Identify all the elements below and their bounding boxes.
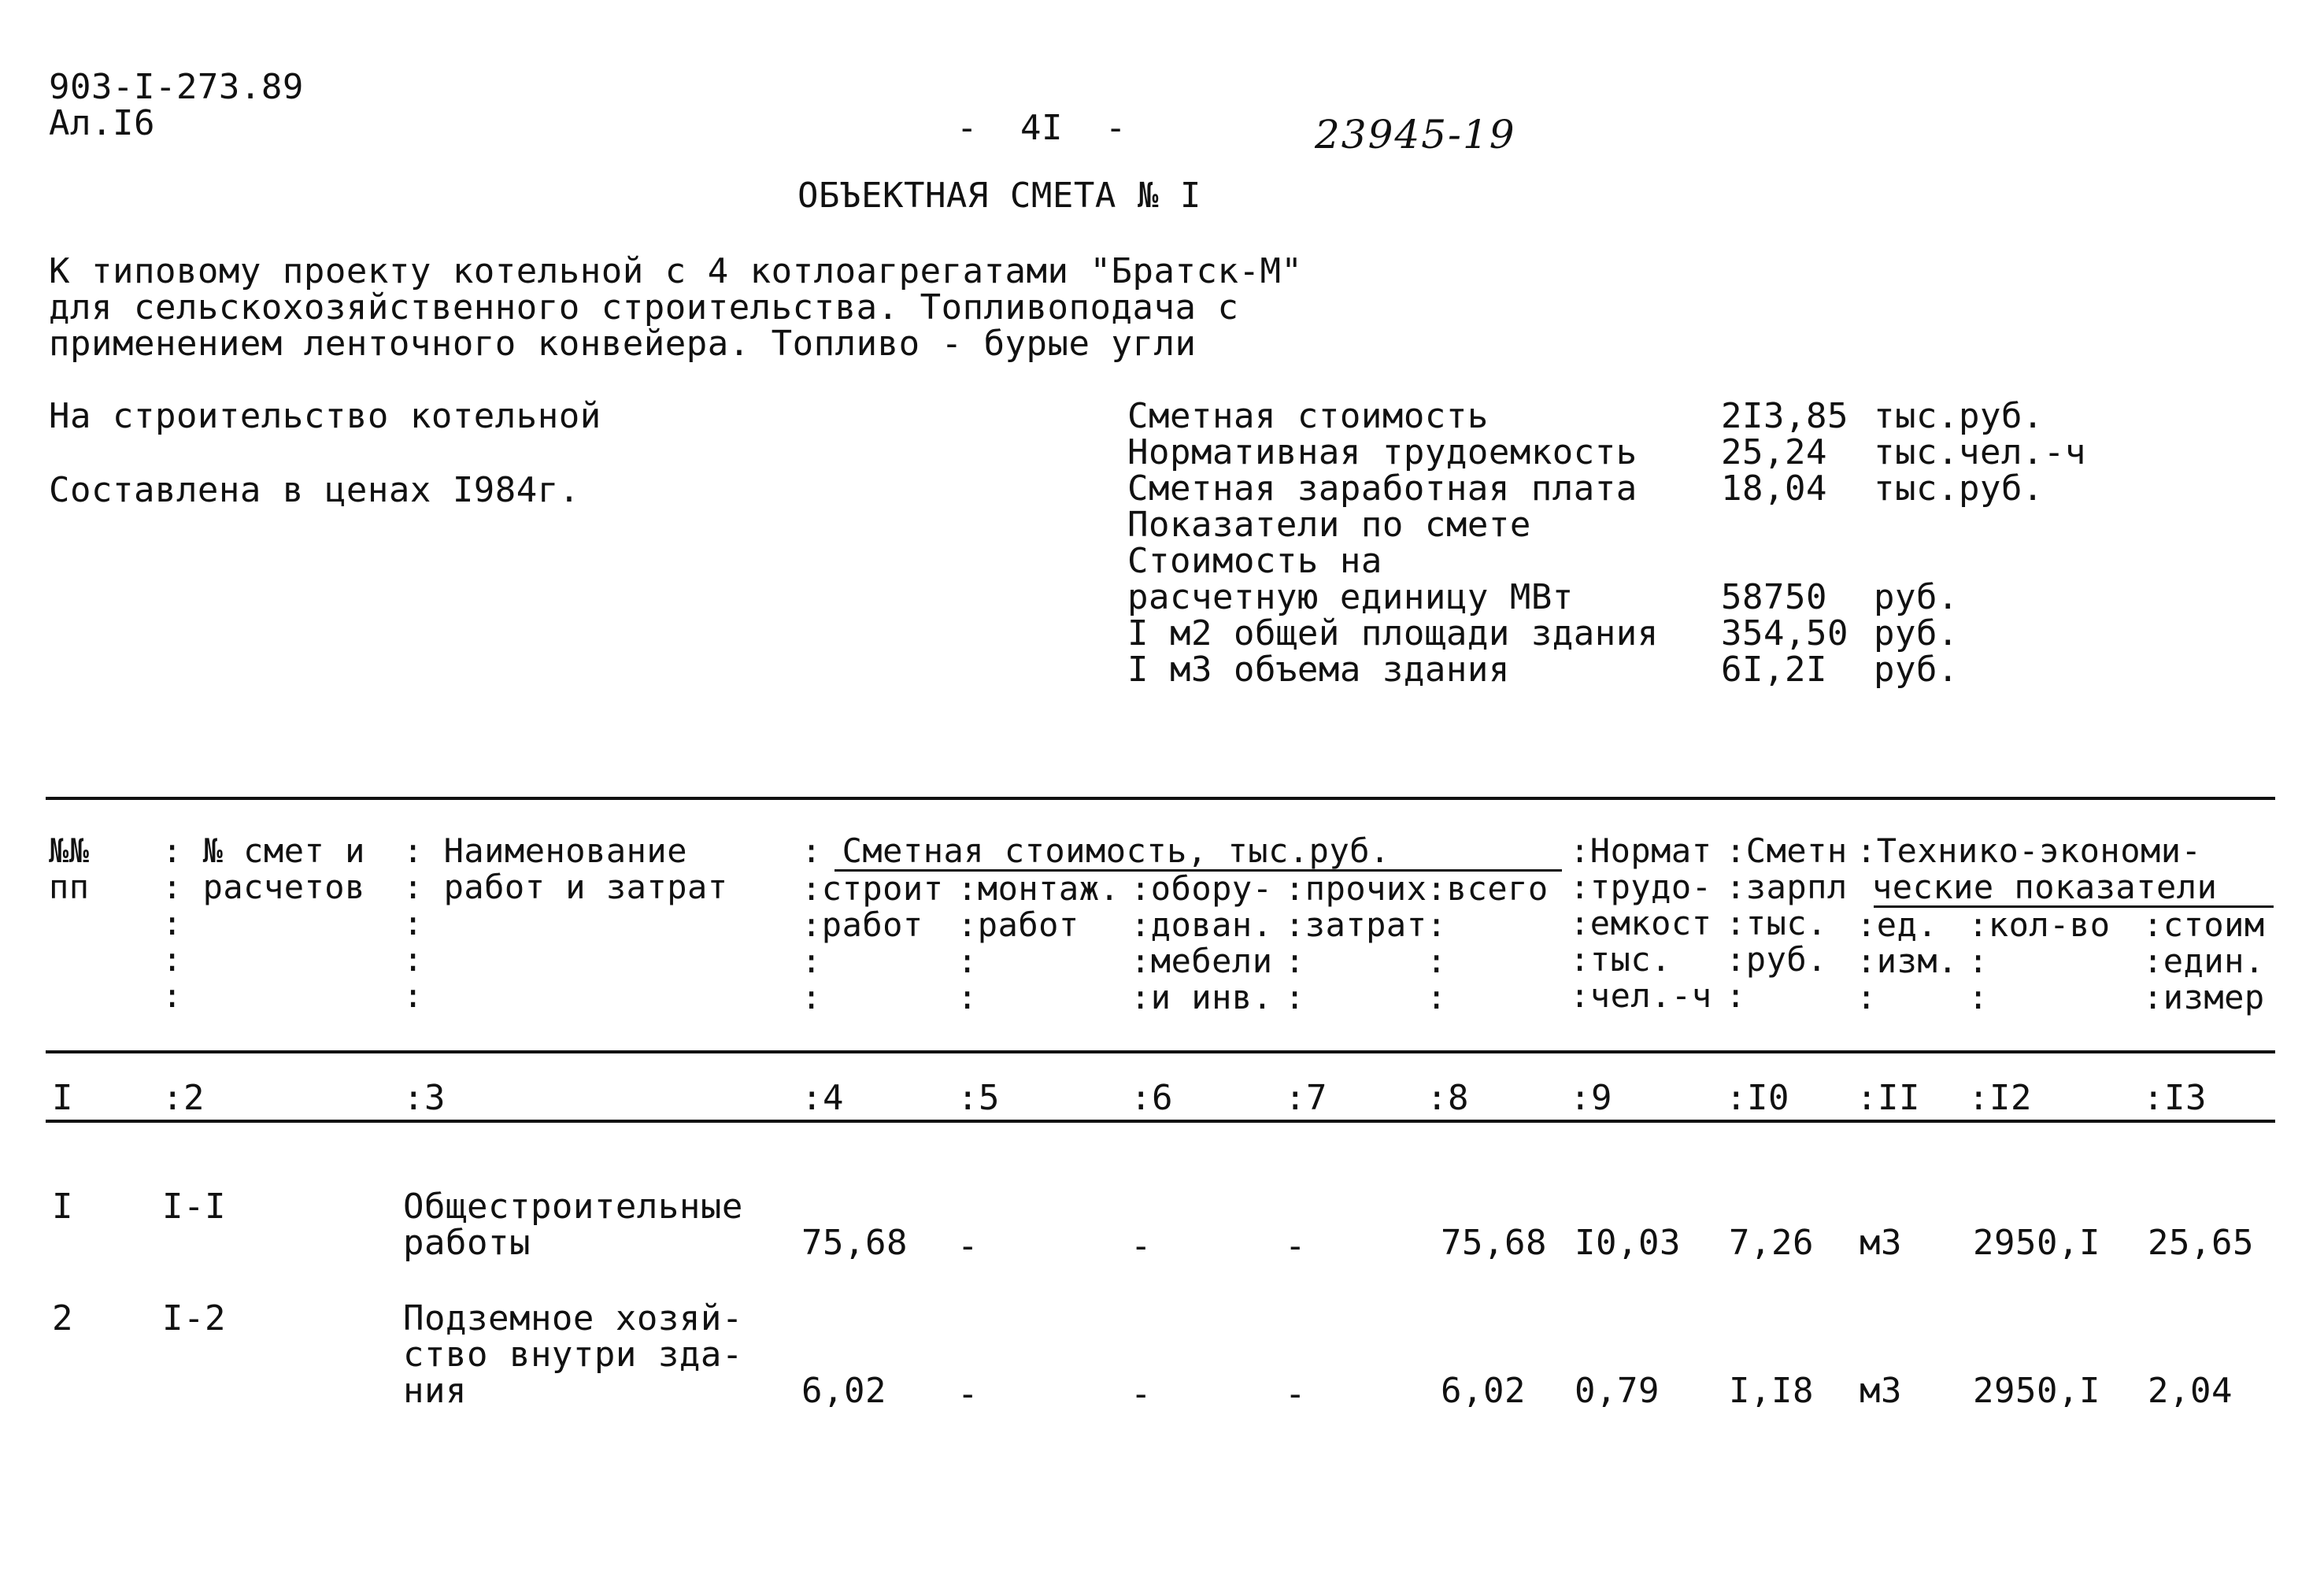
header-col5-line: :работ <box>957 905 1079 944</box>
row-number: I <box>52 1187 73 1227</box>
description-line-3: применением ленточного конвейера. Топливо - бурые угли <box>49 324 1197 364</box>
header-col12-line: : <box>1968 942 1989 980</box>
header-col8-line: : <box>1427 905 1447 944</box>
header-col7-line: : <box>1285 942 1305 980</box>
header-bottom-rule <box>46 1050 2275 1053</box>
header-col7-line: : <box>1285 978 1305 1016</box>
header-col4-line: :работ <box>801 905 923 944</box>
column-number: :II <box>1856 1078 1920 1118</box>
summary-value: 6I,2I <box>1721 650 1827 690</box>
column-number: :I0 <box>1726 1078 1789 1118</box>
column-number: :7 <box>1285 1078 1327 1118</box>
summary-unit: руб. <box>1874 577 1959 617</box>
page-number: - 4I - <box>957 108 1127 148</box>
row-labor: I0,03 <box>1575 1223 1681 1263</box>
header-col3-line: : работ и затрат <box>403 868 728 906</box>
sheet-number: Ал.I6 <box>49 103 155 143</box>
header-col9-line: :Нормат <box>1570 831 1712 870</box>
header-col12-line: :кол-во <box>1968 905 2111 944</box>
column-number: I <box>52 1078 73 1118</box>
header-col6-line: :обору- <box>1131 869 1273 908</box>
row-number: 2 <box>52 1298 73 1338</box>
header-col6-line: :мебели <box>1131 942 1273 980</box>
header-col2-line: : <box>162 940 183 979</box>
row-wage: I,I8 <box>1729 1371 1814 1411</box>
row-build-cost: 75,68 <box>801 1223 908 1263</box>
document-code: 903-I-273.89 <box>49 67 304 107</box>
header-col5-line: : <box>957 978 978 1016</box>
column-number: :2 <box>162 1078 205 1118</box>
summary-value: 25,24 <box>1721 432 1827 472</box>
construction-purpose: На строительство котельной <box>49 396 601 436</box>
page-title: ОБЪЕКТНАЯ СМЕТА № I <box>797 176 1201 216</box>
row-qty: 2950,I <box>1973 1371 2100 1411</box>
header-col6-line: :дован. <box>1131 905 1273 944</box>
row-qty: 2950,I <box>1973 1223 2100 1263</box>
column-number-rule <box>46 1120 2275 1123</box>
handwritten-number: 23945-19 <box>1315 112 1516 157</box>
header-col8-line: : <box>1427 942 1447 980</box>
header-col11-line: :изм. <box>1856 942 1958 980</box>
header-col6-line: :и инв. <box>1131 978 1273 1016</box>
row-estimate: I-I <box>162 1187 226 1227</box>
column-number: :5 <box>957 1078 1000 1118</box>
header-col5-line: : <box>957 942 978 980</box>
row-wage: 7,26 <box>1729 1223 1814 1263</box>
row-name-line: ния <box>403 1371 467 1411</box>
summary-label: Сметная заработная плата <box>1127 468 1638 509</box>
row-name-line: Общестроительные <box>403 1187 743 1227</box>
row-total-cost: 75,68 <box>1441 1223 1547 1263</box>
header-col10-line: :Сметн <box>1726 831 1848 870</box>
header-col1-line: №№ <box>49 831 90 870</box>
header-col3-line: : Наименование <box>403 831 688 870</box>
summary-label: Нормативная трудоемкость <box>1127 432 1638 472</box>
header-col3-line: : <box>403 940 424 979</box>
summary-value: 2I3,85 <box>1721 396 1848 436</box>
header-col3-line: : <box>403 904 424 942</box>
header-col9-line: :чел.-ч <box>1570 976 1712 1015</box>
header-col8-line: :всего <box>1427 869 1549 908</box>
header-tech-group: :Технико-экономи- <box>1856 831 2202 870</box>
header-col9-line: :трудо- <box>1570 868 1712 906</box>
header-col7-line: :прочих <box>1285 869 1427 908</box>
header-col7-line: :затрат <box>1285 905 1427 944</box>
header-col10-line: :тыс. <box>1726 904 1827 942</box>
header-col10-line: :руб. <box>1726 940 1827 979</box>
header-col3-line: : <box>403 976 424 1015</box>
row-install-cost: - <box>957 1226 979 1266</box>
summary-label: I м2 общей площади здания <box>1127 613 1659 654</box>
header-col13-line: :измер <box>2143 978 2265 1016</box>
header-col13-line: :един. <box>2143 942 2265 980</box>
row-labor: 0,79 <box>1575 1371 1660 1411</box>
prices-year: Составлена в ценах I984г. <box>49 470 580 510</box>
row-unit: м3 <box>1860 1223 1902 1263</box>
row-total-cost: 6,02 <box>1441 1371 1526 1411</box>
row-unit: м3 <box>1860 1371 1902 1411</box>
summary-label: Сметная стоимость <box>1127 396 1489 436</box>
summary-unit: руб. <box>1874 613 1959 654</box>
row-equip-cost: - <box>1131 1374 1152 1414</box>
summary-unit: руб. <box>1874 650 1959 690</box>
header-col9-line: :емкост <box>1570 904 1712 942</box>
row-other-cost: - <box>1285 1226 1306 1266</box>
column-number: :3 <box>403 1078 446 1118</box>
row-build-cost: 6,02 <box>801 1371 886 1411</box>
summary-label: I м3 объема здания <box>1127 650 1510 690</box>
summary-value: 58750 <box>1721 577 1827 617</box>
header-col1-line: пп <box>49 868 90 906</box>
header-col13-line: :стоим <box>2143 905 2265 944</box>
summary-label: Показатели по смете <box>1127 505 1531 545</box>
row-unit-cost: 25,65 <box>2148 1223 2254 1263</box>
summary-label: Стоимость на <box>1127 541 1382 581</box>
description-line-2: для сельскохозяйственного строительства. Топливоподача с <box>49 287 1239 328</box>
summary-label: расчетную единицу МВт <box>1127 577 1574 617</box>
summary-value: 18,04 <box>1721 468 1827 509</box>
header-col10-line: :зарпл <box>1726 868 1848 906</box>
column-number: :I2 <box>1968 1078 2032 1118</box>
header-col8-line: : <box>1427 978 1447 1016</box>
header-col4-line: : <box>801 978 822 1016</box>
column-number: :6 <box>1131 1078 1173 1118</box>
header-col4-line: :строит <box>801 869 944 908</box>
header-col2-line: : <box>162 904 183 942</box>
header-col9-line: :тыс. <box>1570 940 1671 979</box>
row-name-line: ство внутри зда- <box>403 1335 743 1375</box>
header-col4-line: : <box>801 942 822 980</box>
summary-unit: тыс.чел.-ч <box>1874 432 2086 472</box>
column-number: :I3 <box>2143 1078 2207 1118</box>
description-line-1: К типовому проекту котельной с 4 котлоагрегатами "Братск-М" <box>49 251 1303 291</box>
header-col12-line: : <box>1968 978 1989 1016</box>
row-unit-cost: 2,04 <box>2148 1371 2233 1411</box>
header-col11-line: :ед. <box>1856 905 1938 944</box>
column-number: :4 <box>801 1078 844 1118</box>
summary-value: 354,50 <box>1721 613 1848 654</box>
row-name-line: работы <box>403 1223 531 1263</box>
row-estimate: I-2 <box>162 1298 226 1338</box>
row-install-cost: - <box>957 1374 979 1414</box>
table-top-rule <box>46 797 2275 800</box>
row-equip-cost: - <box>1131 1226 1152 1266</box>
header-col11-line: : <box>1856 978 1877 1016</box>
header-tech-group-line2: ческие показатели <box>1872 868 2218 906</box>
summary-unit: тыс.руб. <box>1874 468 2044 509</box>
header-col2-line: : № смет и <box>162 831 365 870</box>
column-number: :9 <box>1570 1078 1612 1118</box>
header-col10-line: : <box>1726 976 1746 1015</box>
row-name-line: Подземное хозяй- <box>403 1298 743 1338</box>
row-other-cost: - <box>1285 1374 1306 1414</box>
header-col2-line: : расчетов <box>162 868 365 906</box>
header-cost-group: : Сметная стоимость, тыс.руб. <box>801 831 1390 870</box>
summary-unit: тыс.руб. <box>1874 396 2044 436</box>
header-col2-line: : <box>162 976 183 1015</box>
column-number: :8 <box>1427 1078 1469 1118</box>
header-col5-line: :монтаж. <box>957 869 1120 908</box>
